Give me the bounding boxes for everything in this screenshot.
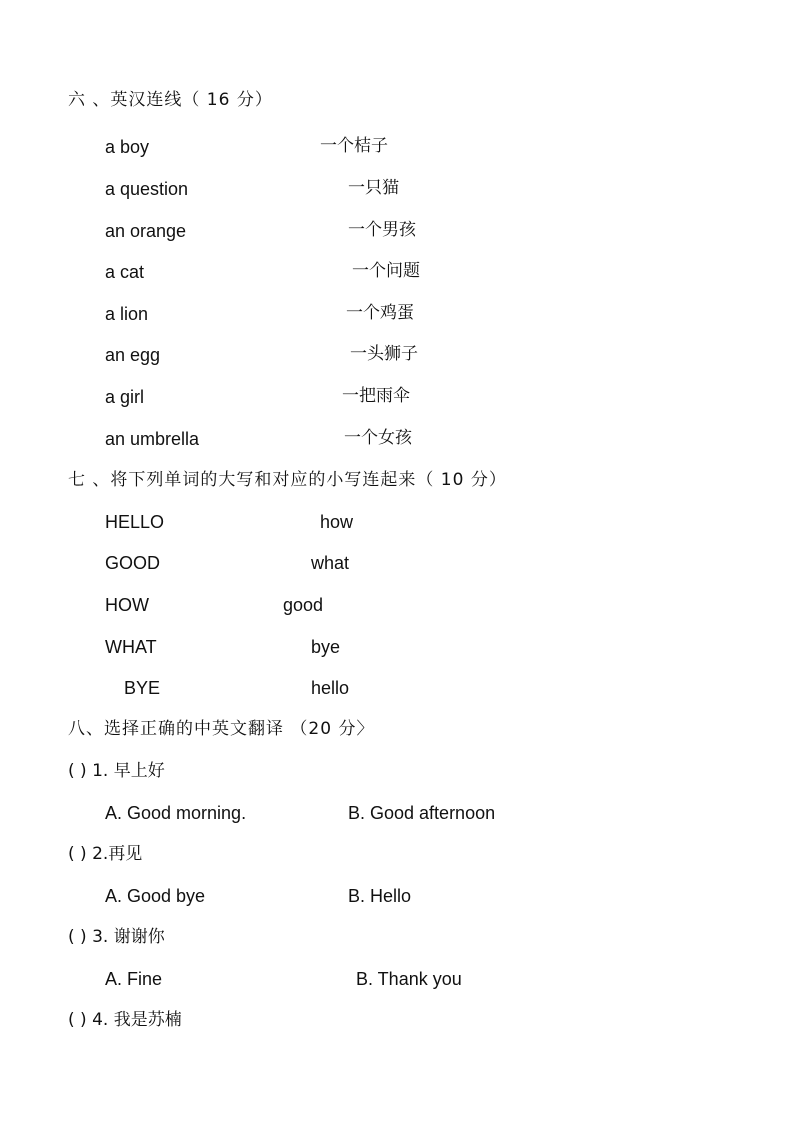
section6-cn-3: 一个男孩 <box>348 220 416 240</box>
section7-upper-3: HOW <box>105 595 149 615</box>
section6-cn-6: 一头狮子 <box>350 344 418 364</box>
section6-cn-7: 一把雨伞 <box>342 386 410 406</box>
section6-cn-8: 一个女孩 <box>344 428 412 448</box>
section6-cn-2: 一只猫 <box>348 178 399 198</box>
question-4-stem: ( ) 4. 我是苏楠 <box>68 1010 182 1030</box>
question-1-option-b: B. Good afternoon <box>348 803 496 823</box>
section6-title: 六 、英汉连线（ 16 分） <box>68 90 273 110</box>
question-2-stem: ( ) 2.再见 <box>68 844 143 864</box>
section6-cn-4: 一个问题 <box>352 261 420 281</box>
section6-en-3: an orange <box>105 221 187 241</box>
section6-en-8: an umbrella <box>105 429 200 449</box>
section7-lower-4: bye <box>311 637 341 657</box>
question-3-option-b: B. Thank you <box>356 969 462 989</box>
section6-cn-1: 一个桔子 <box>320 136 388 156</box>
question-2-option-b: B. Hello <box>348 886 412 906</box>
section8-title: 八、选择正确的中英文翻译 （20 分〉 <box>68 719 375 739</box>
section6-en-5: a lion <box>105 304 149 324</box>
section7-upper-2: GOOD <box>105 553 161 573</box>
section7-upper-5: BYE <box>124 678 161 698</box>
section7-lower-2: what <box>311 553 350 573</box>
section6-en-6: an egg <box>105 345 161 365</box>
section7-lower-5: hello <box>311 678 350 698</box>
question-3-option-a: A. Fine <box>105 969 163 989</box>
section6-en-7: a girl <box>105 387 145 407</box>
section6-cn-5: 一个鸡蛋 <box>346 303 414 323</box>
question-1-option-a: A. Good morning. <box>105 803 247 823</box>
question-2-option-a: A. Good bye <box>105 886 206 906</box>
section7-lower-3: good <box>283 595 324 615</box>
question-3-stem: ( ) 3. 谢谢你 <box>68 927 165 947</box>
section7-upper-1: HELLO <box>105 512 165 532</box>
section6-en-2: a question <box>105 179 189 199</box>
question-1-stem: ( ) 1. 早上好 <box>68 761 165 781</box>
section7-upper-4: WHAT <box>105 637 157 657</box>
section7-title: 七 、将下列单词的大写和对应的小写连起来（ 10 分） <box>68 470 507 490</box>
section7-lower-1: how <box>320 512 354 532</box>
section6-en-1: a boy <box>105 137 150 157</box>
section6-en-4: a cat <box>105 262 145 282</box>
